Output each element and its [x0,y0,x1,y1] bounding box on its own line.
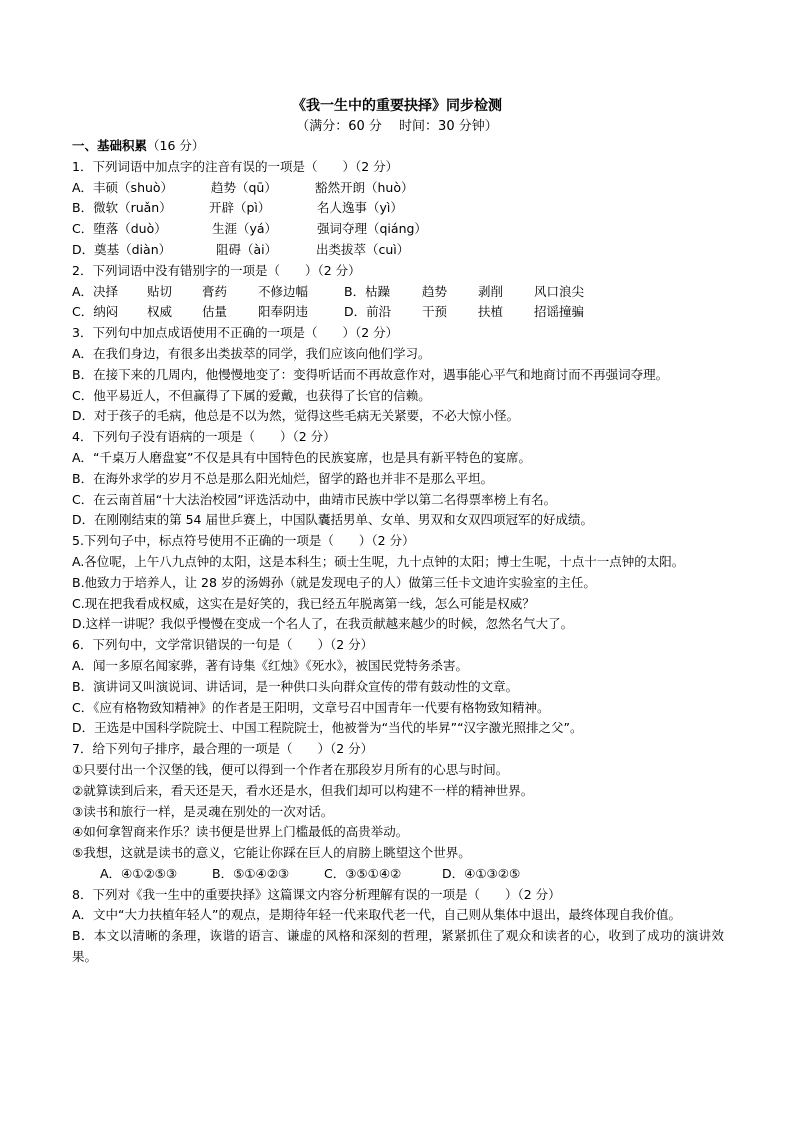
question-2-options-row-1 [72,282,724,303]
option-choice: B．⑤①④②③ [212,865,290,881]
question-6-stem: 6．下列句中，文学常识错误的一句是（ ）（2 分） [72,637,374,653]
question-2-options-row-2 [72,302,724,323]
option-word: 剥削 [478,283,504,299]
question-8-stem: 8．下列对《我一生中的重要抉择》这篇课文内容分析理解有误的一项是（ ）（2 分） [72,886,561,902]
option-word: 生涯（yá） [212,221,278,237]
question-7-sentence-2: ②就算读到后来，看天还是天，看水还是水，但我们却可以构建不一样的精神世界。 [72,782,534,798]
question-4-option-d: D．在刚刚结束的第 54 届世乒赛上，中国队囊括男单、女单、男双和女双四项冠军的好成绩。 [72,512,593,528]
option-word: 强词夺理（qiáng） [317,221,427,237]
question-5-option-d: D.这样一讲呢？我似乎慢慢在变成一个名人了，在我贡献越来越少的时候，忽然名气大了。 [72,616,574,632]
option-word: 干预 [422,304,448,320]
question-7-stem: 7．给下列句子排序，最合理的一项是（ ）（2 分） [72,741,374,757]
option-word: 趋势（qū） [211,179,277,195]
option-word: 开辟（pì） [209,200,271,216]
question-3-option-d: D．对于孩子的毛病，他总是不以为然，觉得这些毛病无关紧要，不必大惊小怪。 [72,408,520,424]
question-7-options [72,864,724,885]
question-6-option-c: C．《应有格物致知精神》的作者是王阳明，文章号召中国青年一代要有格物致知精神。 [72,699,550,715]
question-4-option-b: B．在海外求学的岁月不总是那么阳光灿烂，留学的路也并非不是那么平坦。 [72,470,494,486]
option-word: 估量 [202,304,228,320]
option-word: B．枯躁 [344,283,391,299]
question-3-stem: 3．下列句中加点成语使用不正确的一项是（ ）（2 分） [72,325,399,341]
document-title: 《我一生中的重要抉择》同步检测 [292,98,502,114]
option-word: 豁然开朗（huò） [315,179,414,195]
question-7-sentence-3: ③读书和旅行一样，是灵魂在别处的一次对话。 [72,803,334,819]
question-6-option-b: B．演讲词又叫演说词、讲话词，是一种供口头向群众宣传的带有鼓动性的文章。 [72,678,519,694]
option-word: 风口浪尖 [534,283,585,299]
section-heading-text: 一、基础积累 [72,138,148,153]
option-word: 出类拔萃（cuì） [316,241,410,257]
option-word: D．奠基（diàn） [72,241,172,257]
document-subtitle: （满分：60 分 时间：30 分钟） [296,119,498,134]
question-4-option-c: C．在云南首届“十大法治校园”评选活动中，曲靖市民族中学以第二名得票率榜上有名。 [72,491,557,507]
question-5-stem: 5.下列句子中，标点符号使用不正确的一项是（ ）（2 分） [72,533,415,549]
question-5-option-a: A.各位呢，上午八九点钟的太阳，这是本科生；硕士生呢，九十点钟的太阳；博士生呢，十点十一点钟的太阳。 [72,553,685,569]
question-1-stem: 1．下列词语中加点字的注音有误的一项是（ ）（2 分） [72,158,399,174]
question-3-option-b: B．在接下来的几周内，他慢慢地变了：变得听话而不再故意作对，遇事能心平气和地商讨而不再强词夺理。 [72,366,669,382]
question-6-option-a: A．闻一多原名闻家骅，著有诗集《红烛》《死水》，被国民党特务杀害。 [72,657,469,673]
option-word: 贴切 [147,283,173,299]
question-1-option-d [72,240,724,261]
question-2-stem: 2．下列词语中没有错别字的一项是（ ）（2 分） [72,262,361,278]
option-word: 权威 [147,304,173,320]
question-1-option-b [72,198,724,219]
question-1-option-c [72,219,724,240]
option-word: B．微软（ruǎn） [72,200,172,216]
question-8-option-b: B．本文以清晰的条理，诙谐的语言、谦虚的风格和深刻的哲理，紧紧抓住了观众和读者的心，收到了成功的演讲效果。 [72,928,724,965]
question-5-option-c: C.现在把我看成权威，这实在是好笑的，我已经五年脱离第一线，怎么可能是权威？ [72,595,535,611]
question-3-option-c: C．他平易近人，不但赢得了下属的爱戴，也获得了长官的信赖。 [72,387,431,403]
document-body [72,136,724,968]
option-choice: D．④①③②⑤ [442,865,521,881]
option-choice: A．④①②⑤③ [100,865,178,881]
question-6-option-d: D．王选是中国科学院院士、中国工程院院士，他被誉为“当代的毕昇”“汉字激光照排之父”。 [72,720,583,736]
question-7-sentence-5: ⑤我想，这就是读书的意义，它能让你踩在巨人的肩膀上眺望这个世界。 [72,845,471,861]
option-word: A．决择 [72,283,119,299]
option-word: C．堕落（duò） [72,221,167,237]
question-7-sentence-1: ①只要付出一个汉堡的钱，便可以得到一个作者在那段岁月所有的心思与时间。 [72,761,509,777]
section-heading [72,136,724,157]
option-word: 阻碍（ài） [216,241,278,257]
question-5-option-b: B.他致力于培养人，让 28 岁的汤姆孙（就是发现电子的人）做第三任卡文迪许实验室的主任。 [72,574,596,590]
question-7-sentence-4: ④如何拿智商来作乐？读书便是世界上门槛最低的高贵举动。 [72,824,409,840]
section-score: （16 分） [147,138,205,153]
question-8-option-a: A．文中“大力扶植年轻人”的观点，是期待年轻一代来取代老一代，自己则从集体中退出，最终体现自我价值。 [72,907,682,923]
option-word: 膏药 [202,283,228,299]
question-3-option-a: A．在我们身边，有很多出类拔萃的同学，我们应该向他们学习。 [72,345,431,361]
option-word: A．丰硕（shuò） [72,179,174,195]
question-4-option-a: A．“千桌万人磨盘宴”不仅是具有中国特色的民族宴席，也是具有新平特色的宴席。 [72,449,532,465]
question-4-stem: 4．下列句子没有语病的一项是（ ）（2 分） [72,429,336,445]
option-word: 招谣撞骗 [534,304,585,320]
option-word: 趋势 [422,283,448,299]
option-word: 不修边幅 [258,283,309,299]
option-word: C．纳闷 [72,304,119,320]
option-word: D．前沿 [344,304,392,320]
option-word: 名人逸事（yì） [317,200,403,216]
option-word: 阳奉阴违 [258,304,309,320]
option-word: 扶植 [478,304,504,320]
option-choice: C．③⑤①④② [324,865,402,881]
question-1-option-a [72,178,724,199]
